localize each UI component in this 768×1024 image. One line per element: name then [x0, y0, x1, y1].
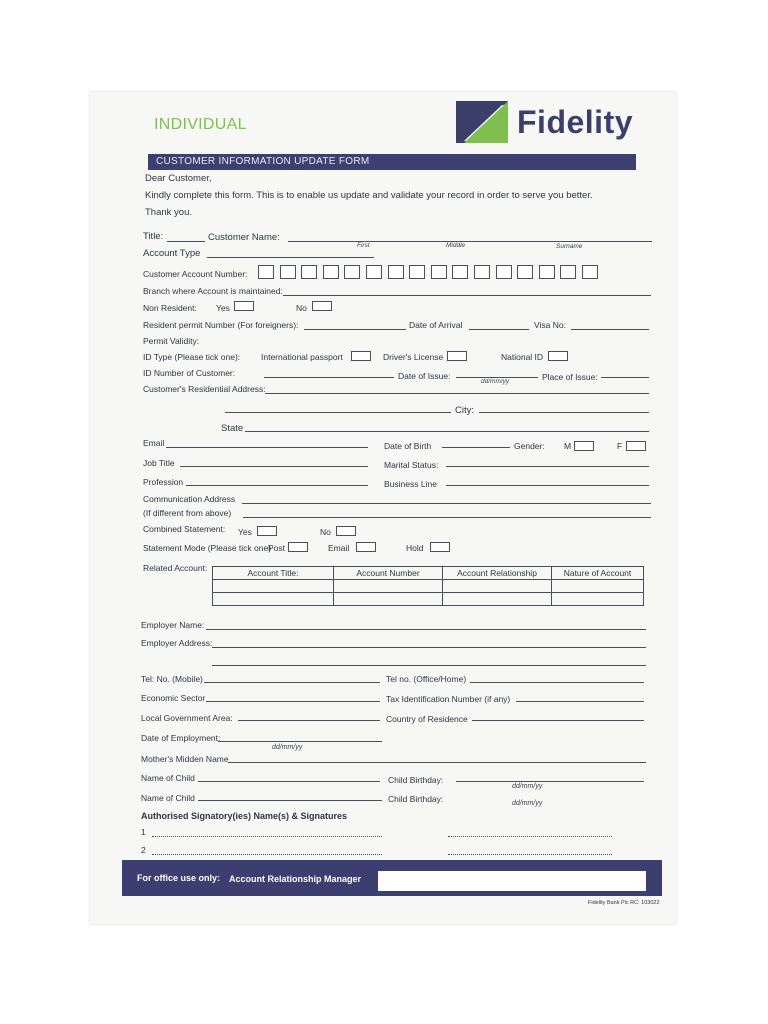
profession-label: Profession: [143, 477, 184, 487]
table-row: [213, 593, 644, 606]
signatory-1-signature-field[interactable]: [448, 836, 612, 837]
gender-m-label: M: [564, 441, 572, 451]
marital-status-field[interactable]: [446, 466, 649, 467]
mothers-maiden-field[interactable]: [228, 762, 646, 763]
title-field[interactable]: [167, 241, 205, 242]
country-residence-label: Country of Residence: [386, 714, 468, 724]
account-number-digit-box[interactable]: [280, 265, 296, 279]
id-type-label: ID Type (Please tick one):: [143, 352, 241, 362]
gender-label: Gender:: [514, 441, 545, 451]
signatory-1-number: 1: [141, 827, 146, 837]
state-field[interactable]: [245, 431, 649, 432]
place-of-issue-field[interactable]: [601, 377, 649, 378]
customer-name-label: Customer Name:: [208, 232, 280, 243]
non-resident-no-checkbox[interactable]: [312, 301, 332, 311]
comm-address-label: Communication Address: [143, 494, 236, 504]
resident-permit-label: Resident permit Number (For foreigners):: [143, 320, 299, 330]
date-of-birth-field[interactable]: [442, 447, 510, 448]
account-number-digit-box[interactable]: [517, 265, 533, 279]
tin-label: Tax Identification Number (if any): [386, 694, 511, 704]
employer-address-field-1[interactable]: [212, 647, 646, 648]
non-resident-yes-label: Yes: [216, 303, 230, 313]
table-cell[interactable]: [213, 580, 334, 593]
table-header-cell: Account Relationship: [443, 567, 552, 580]
rc-number: Fidelity Bank Plc RC: 103022: [588, 900, 660, 906]
account-type-field[interactable]: [207, 257, 374, 258]
profession-field[interactable]: [186, 485, 368, 486]
form-title: CUSTOMER INFORMATION UPDATE FORM: [156, 156, 370, 167]
date-of-issue-label: Date of Issue:: [398, 371, 451, 381]
marital-status-label: Marital Status:: [384, 460, 439, 470]
lga-field[interactable]: [238, 720, 380, 721]
gender-m-checkbox[interactable]: [574, 441, 594, 451]
employer-name-label: Employer Name:: [141, 620, 205, 630]
child-2-name-label: Name of Child: [141, 793, 195, 803]
id-number-field[interactable]: [264, 377, 394, 378]
tel-office-label: Tel no. (Office/Home): [386, 674, 467, 684]
arm-label: Account Relationship Manager: [229, 874, 362, 884]
table-cell[interactable]: [443, 580, 552, 593]
account-number-digit-box[interactable]: [474, 265, 490, 279]
child-1-name-field[interactable]: [198, 781, 380, 782]
date-employment-label: Date of Employment:: [141, 733, 221, 743]
tel-mobile-field[interactable]: [204, 682, 380, 683]
combined-no-checkbox[interactable]: [336, 526, 356, 536]
residential-address-label: Customer's Residential Address:: [143, 384, 266, 394]
child-2-name-field[interactable]: [198, 800, 382, 801]
account-number-digit-box[interactable]: [496, 265, 512, 279]
employer-address-label: Employer Address:: [141, 638, 213, 648]
tel-office-field[interactable]: [470, 682, 644, 683]
table-cell[interactable]: [552, 593, 644, 606]
child-1-birthday-field[interactable]: [456, 781, 644, 782]
employer-name-field[interactable]: [206, 629, 646, 630]
tin-field[interactable]: [516, 701, 644, 702]
national-id-label: National ID: [501, 352, 544, 362]
intro-message: Kindly complete this form. This is to enable us update and validate your record in order to serve you better.: [145, 190, 593, 201]
table-row: [213, 580, 644, 593]
national-id-checkbox[interactable]: [548, 351, 568, 361]
combined-yes-label: Yes: [238, 527, 252, 537]
table-cell[interactable]: [443, 593, 552, 606]
table-header-cell: Account Title:: [213, 567, 334, 580]
child-1-birthday-hint: dd/mm/yy: [512, 783, 543, 790]
table-header-row: [213, 567, 644, 580]
account-number-digit-box[interactable]: [388, 265, 404, 279]
account-number-digit-box[interactable]: [344, 265, 360, 279]
date-of-issue-hint: dd/mm/yy: [481, 378, 510, 385]
mothers-maiden-label: Mother's Midden Name: [141, 754, 229, 764]
thank-you: Thank you.: [145, 207, 192, 218]
child-1-name-label: Name of Child: [141, 773, 195, 783]
account-number-digit-box[interactable]: [258, 265, 274, 279]
city-label: City:: [455, 405, 474, 416]
city-field[interactable]: [479, 412, 649, 413]
date-employment-field[interactable]: [218, 741, 382, 742]
combined-no-label: No: [320, 527, 331, 537]
date-of-arrival-field[interactable]: [469, 329, 529, 330]
signatories-heading: Authorised Signatory(ies) Name(s) & Signatures: [141, 811, 348, 821]
branch-label: Branch where Account is maintained:: [143, 286, 283, 296]
account-number-digit-box[interactable]: [452, 265, 468, 279]
business-line-field[interactable]: [446, 485, 649, 486]
job-title-field[interactable]: [180, 466, 368, 467]
account-number-digit-box[interactable]: [323, 265, 339, 279]
title-label: Title:: [143, 231, 164, 242]
table-cell[interactable]: [334, 593, 443, 606]
date-of-birth-label: Date of Birth: [384, 441, 432, 451]
child-2-birthday-label: Child Birthday:: [388, 794, 444, 804]
office-use-label: For office use only:: [137, 873, 221, 883]
account-type-label: Account Type: [143, 248, 201, 259]
brand-name: Fidelity: [517, 104, 634, 140]
signatory-2-signature-field[interactable]: [448, 854, 612, 855]
date-of-arrival-label: Date of Arrival: [409, 320, 463, 330]
country-residence-field[interactable]: [472, 720, 644, 721]
related-account-label: Related Account:: [143, 563, 208, 573]
statement-mode-label: Statement Mode (Please tick one): [143, 543, 272, 553]
email-mode-label: Email: [328, 543, 350, 553]
customer-name-field[interactable]: [288, 241, 652, 242]
if-different-label: (If different from above): [143, 508, 232, 518]
visa-no-label: Visa No:: [534, 320, 566, 330]
email-mode-checkbox[interactable]: [356, 542, 376, 552]
account-number-digit-box[interactable]: [409, 265, 425, 279]
intl-passport-label: International passport: [261, 352, 343, 362]
resident-permit-field[interactable]: [304, 329, 406, 330]
middle-name-hint: Middle: [446, 242, 466, 249]
business-line-label: Business Line: [384, 479, 437, 489]
hold-label: Hold: [406, 543, 424, 553]
comm-address-field-2[interactable]: [243, 517, 651, 518]
gender-f-label: F: [617, 441, 623, 451]
combined-statement-label: Combined Statement:: [143, 524, 226, 534]
state-label: State: [221, 423, 244, 434]
job-title-label: Job Title: [143, 458, 175, 468]
economic-sector-label: Economic Sector: [141, 693, 206, 703]
gender-f-checkbox[interactable]: [626, 441, 646, 451]
account-number-digit-box[interactable]: [539, 265, 555, 279]
first-name-hint: First: [357, 242, 370, 249]
non-resident-no-label: No: [296, 303, 307, 313]
hold-checkbox[interactable]: [430, 542, 450, 552]
permit-validity-label: Permit Validity:: [143, 336, 200, 346]
account-number-digit-box[interactable]: [366, 265, 382, 279]
arm-input[interactable]: [378, 871, 646, 891]
economic-sector-field[interactable]: [206, 701, 380, 702]
table-cell[interactable]: [213, 593, 334, 606]
residential-address-field-2[interactable]: [225, 412, 451, 413]
email-field[interactable]: [166, 447, 368, 448]
account-number-digit-box[interactable]: [431, 265, 447, 279]
table-header-cell: Account Number: [334, 567, 443, 580]
related-account-table: [212, 566, 644, 606]
place-of-issue-label: Place of Issue:: [542, 372, 598, 382]
visa-no-field[interactable]: [571, 329, 649, 330]
post-label: Post: [268, 543, 286, 553]
branch-field[interactable]: [283, 295, 651, 296]
id-number-label: ID Number of Customer:: [143, 368, 236, 378]
non-resident-yes-checkbox[interactable]: [234, 301, 254, 311]
residential-address-field-1[interactable]: [265, 393, 649, 394]
intl-passport-checkbox[interactable]: [351, 351, 371, 361]
employer-address-field-2[interactable]: [212, 665, 646, 666]
signatory-2-name-field[interactable]: [152, 854, 382, 855]
form-type-label: INDIVIDUAL: [154, 116, 247, 133]
post-checkbox[interactable]: [288, 542, 308, 552]
table-header-cell: Nature of Account: [552, 567, 644, 580]
greeting: Dear Customer,: [145, 173, 212, 184]
account-number-digit-box[interactable]: [560, 265, 576, 279]
combined-yes-checkbox[interactable]: [257, 526, 277, 536]
surname-hint: Surname: [556, 243, 583, 250]
date-employment-hint: dd/mm/yy: [272, 744, 303, 751]
comm-address-field-1[interactable]: [242, 503, 651, 504]
table-cell[interactable]: [334, 580, 443, 593]
account-number-digit-box[interactable]: [582, 265, 598, 279]
email-label: Email: [143, 438, 165, 448]
account-number-label: Customer Account Number:: [143, 269, 248, 279]
signatory-1-name-field[interactable]: [152, 836, 382, 837]
lga-label: Local Government Area:: [141, 713, 233, 723]
non-resident-label: Non Resident:: [143, 303, 197, 313]
fidelity-logo-mark: [456, 101, 508, 143]
account-number-digit-box[interactable]: [301, 265, 317, 279]
signatory-2-number: 2: [141, 845, 146, 855]
child-1-birthday-label: Child Birthday:: [388, 775, 444, 785]
child-2-birthday-hint: dd/mm/yy: [512, 800, 543, 807]
drivers-license-checkbox[interactable]: [447, 351, 467, 361]
drivers-license-label: Driver's License: [383, 352, 444, 362]
tel-mobile-label: Tel: No. (Mobile): [141, 674, 203, 684]
table-cell[interactable]: [552, 580, 644, 593]
